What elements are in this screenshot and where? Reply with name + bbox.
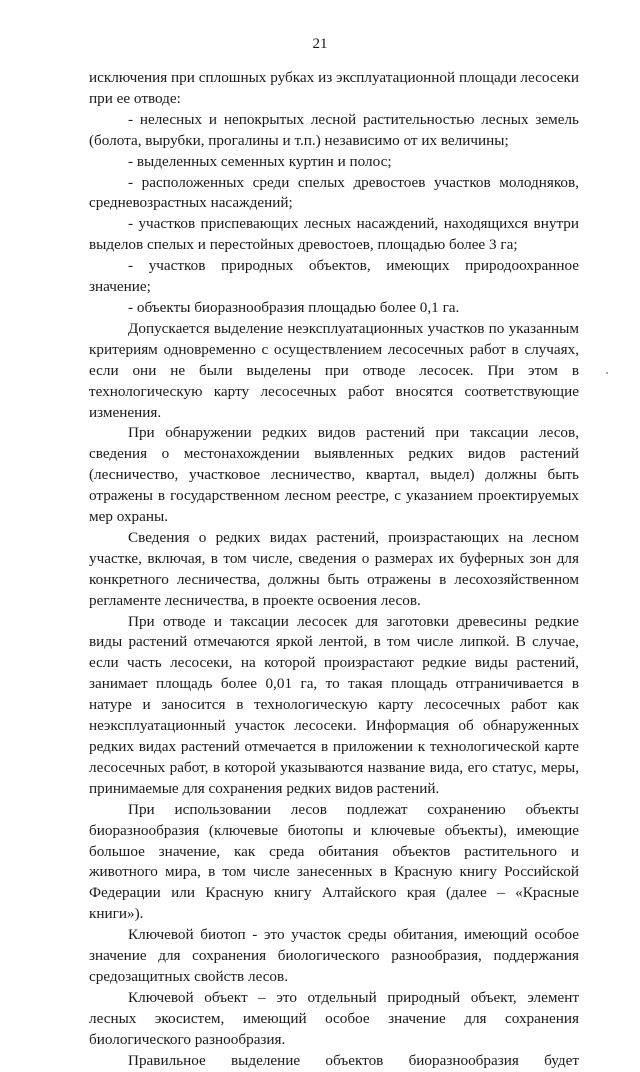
list-item-biodiversity-objects: - объекты биоразнообразия площадью более 0,1 га. — [128, 298, 460, 316]
paragraph-biodiversity-conservation: При использовании лесов подлежат сохранению объекты биоразнообразия (ключевые биотопы и ключевые объекты), имеющие большое значение, как среда обитания объектов растительного и животного мира, в том числе занесенных в Красную книгу Российской Федерации или Красную книгу Алтайского края (далее – «Красные книги»). — [89, 800, 579, 923]
document-body — [89, 68, 579, 1072]
paragraph-rare-species-detection: При обнаружении редких видов растений при таксации лесов, сведения о местонахождении выявленных редких видов растений (лесничество, участковое лесничество, квартал, выдел) должны быть отражены в государственном лесном реестре, с указанием проектируемых мер охраны. — [89, 424, 579, 526]
list-item-natural-objects: - участков природных объектов, имеющих природоохранное значение; — [89, 257, 579, 296]
paragraph-key-biotope-definition: Ключевой биотоп - это участок среды обитания, имеющий особое значение для сохранения биологического разнообразия, поддержания средозащитных свойств лесов. — [89, 926, 579, 985]
list-item-maturing-stands: - участков приспевающих лесных насаждений, находящихся внутри выделов спелых и перестойных древостоев, площадью более 3 га; — [89, 215, 579, 254]
paragraph-continuation: Правильное выделение объектов биоразнообразия будет — [128, 1051, 579, 1069]
list-item-nonforest-lands: - нелесных и непокрытых лесной растительностью лесных земель (болота, вырубки, прогалины и т.п.) независимо от их величины; — [89, 110, 579, 149]
page-number: 21 — [312, 36, 328, 52]
paragraph-intro: исключения при сплошных рубках из эксплуатационной площади лесосеки при ее отводе: — [89, 69, 579, 107]
list-item-seed-patches: - выделенных семенных куртин и полос; — [128, 152, 392, 170]
paragraph-allotment-marking: При отводе и таксации лесосек для заготовки древесины редкие виды растений отмечаются яркой лентой, в том числе липкой. В случае, если часть лесосеки, на которой произрастают редкие виды растений, занимает площадь более 0,01 га, то такая площадь отграничивается в натуре и заносится в технологическую карту лесосечных работ как неэксплуатационный участок лесосеки. Информация об обнаруженных редких видах растений отмечается в приложении к технологической карте лесосечных работ, в которой указываются название вида, его статус, меры, принимаемые для сохранения редких видов растений. — [89, 612, 579, 797]
list-item-young-stands: - расположенных среди спелых древостоев участков молодняков, средневозрастных насаждений; — [89, 173, 579, 212]
paragraph-rare-species-records: Сведения о редких видах растений, произрастающих на лесном участке, включая, в том числе, сведения о размерах их буферных зон для конкретного лесничества, должны быть отражены в лесохозяйственном регламенте лесничества, в проекте освоения лесов. — [89, 528, 579, 609]
paragraph-non-exploitation-areas: Допускается выделение неэксплуатационных участков по указанным критериям одновременно с осуществлением лесосечных работ в случаях, если они не были выделены при отводе лесосек. При этом в технологическую карту лесосечных работ вносятся соответствующие изменения. — [89, 319, 579, 421]
scan-speck — [606, 372, 608, 374]
paragraph-key-object-definition: Ключевой объект – это отдельный природный объект, элемент лесных экосистем, имеющий особое значение для сохранения биологического разнообразия. — [89, 988, 579, 1048]
